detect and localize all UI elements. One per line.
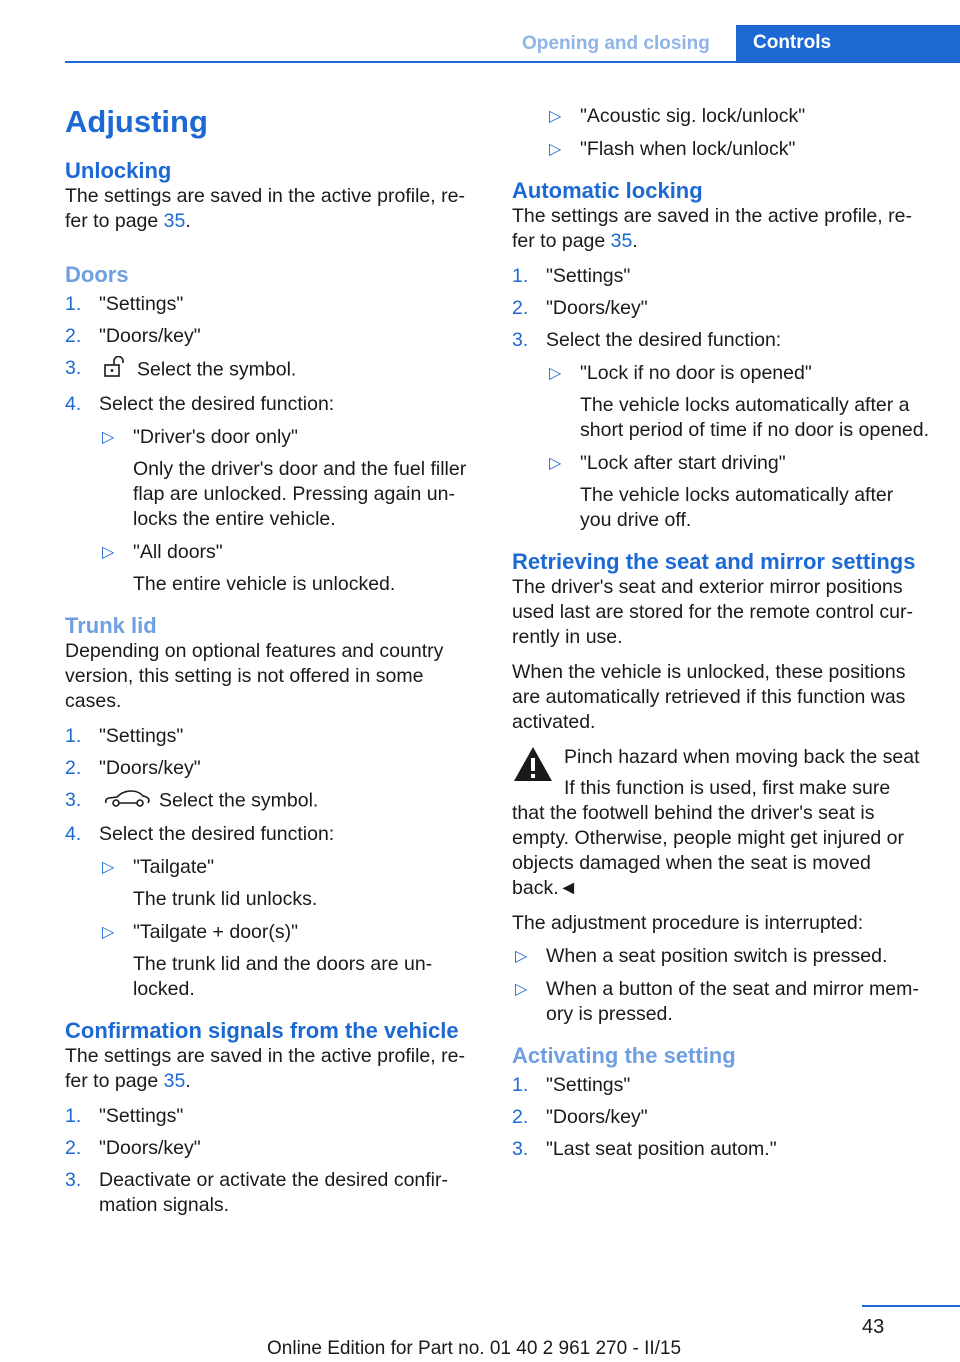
header-rule [65,61,960,63]
triangle-right-icon: ▷ [549,455,562,472]
retrieving-paragraph-2: When the vehicle is unlocked, these positions are automatically retrieved if this function was activated. [512,661,906,733]
footer-rule [862,1305,960,1307]
header-section-title: Opening and closing [522,33,710,54]
triangle-right-icon: ▷ [102,429,115,446]
list-item: 3. Select the symbol. [65,356,477,385]
trunk-heading: Trunk lid [65,613,157,638]
list-item: 2. "Doors/key" [512,1106,648,1128]
automatic-locking-intro: The settings are saved in the active profile, re‐ fer to page 35. [512,205,912,252]
page-reference-link[interactable]: 35 [610,230,633,252]
option-item: ▷ "Driver's door only" Only the driver's door and the fuel filler flap are unlocked. Pressing again un‐ locks the entire vehicle. [102,426,467,530]
list-item: 3. Select the symbol. [65,788,477,815]
list-item: 4. Select the desired function: ▷ "Driver's door only" Only the driver's door and the fuel filler flap are unlocked. Pressing again un‐ locks the entire vehicle. ▷ "All doors" The entire vehicle is unlocked. [65,392,477,597]
confirmation-intro: The settings are saved in the active profile, re‐ fer to page 35. [65,1045,465,1092]
list-item: 1. "Settings" [65,293,184,315]
option-item: ▷ "Tailgate" The trunk lid unlocks. [102,856,318,910]
triangle-right-icon: ▷ [549,141,562,158]
trunk-steps [65,724,477,1002]
list-item: 2. "Doors/key" [512,297,648,319]
left-column [65,98,477,1225]
list-item: 2. "Doors/key" [65,325,201,347]
triangle-right-icon: ▷ [102,924,115,941]
footer-edition: Online Edition for Part no. 01 40 2 961 270 - II/15 [267,1338,682,1359]
page-number: 43 [862,1316,885,1338]
triangle-right-icon: ▷ [515,981,528,998]
warning-title: Pinch hazard when moving back the seat [564,746,920,768]
option-item: ▷ "Acoustic sig. lock/unlock" [549,105,806,127]
confirmation-steps [65,1104,477,1218]
lock-open-icon [103,356,129,385]
list-item: 3. Select the desired function: ▷ "Lock if no door is opened" The vehicle locks automatically after a short period of time if no door is opened. ▷ "Lock after start driving" The vehicle locks automatically after you drive off. [512,329,930,531]
triangle-right-icon: ▷ [549,108,562,125]
confirmation-heading: Confirmation signals from the vehicle [65,1018,459,1043]
list-item: 2. "Doors/key" [65,757,201,779]
page-reference-link[interactable]: 35 [163,1070,186,1092]
list-item: 1. "Settings" [65,1105,184,1127]
triangle-right-icon: ▷ [102,544,115,561]
right-column [512,98,930,1169]
page-title: Adjusting [65,104,208,139]
header-chapter-tab: Controls [736,25,960,61]
confirmation-options [546,104,930,162]
list-item: 1. "Settings" [512,1074,631,1096]
warning-text: that the footwell behind the driver's seat is empty. Otherwise, people might get injured or objects damaged when the seat is moved back.◄ [512,802,904,899]
triangle-right-icon: ▷ [549,365,562,382]
unlocking-heading: Unlocking [65,158,172,183]
unlocking-intro: The settings are saved in the active profile, re‐ fer to page 35. [65,185,465,232]
option-item: ▷ "All doors" The entire vehicle is unlocked. [102,541,396,595]
triangle-right-icon: ▷ [515,948,528,965]
page-reference-link[interactable]: 35 [163,210,186,232]
automatic-locking-steps [512,264,930,533]
bullet-item: ▷ When a button of the seat and mirror mem‐ ory is pressed. [515,978,919,1025]
automatic-locking-options [546,361,930,533]
interrupted-list [512,944,930,1027]
warning-line-2: If this function is used, first make sure [564,777,891,799]
list-item: 3. "Last seat position autom." [512,1138,777,1160]
retrieving-paragraph-1: The driver's seat and exterior mirror positions used last are stored for the remote control cur‐ rently in use. [512,576,914,648]
list-item: 4. Select the desired function: ▷ "Tailgate" The trunk lid unlocks. ▷ "Tailgate + door(s)" The trunk lid and the doors are un‐ locked. [65,822,477,1002]
activating-heading: Activating the setting [512,1043,736,1068]
automatic-locking-heading: Automatic locking [512,178,703,203]
bullet-item: ▷ When a seat position switch is pressed. [515,945,888,967]
doors-steps [65,292,477,597]
pinch-hazard-warning [512,745,930,901]
option-item: ▷ "Lock if no door is opened" The vehicle locks automatically after a short period of time if no door is opened. [549,362,930,441]
option-item: ▷ "Flash when lock/unlock" [549,138,796,160]
doors-heading: Doors [65,262,129,287]
list-item: 2. "Doors/key" [65,1137,201,1159]
activating-steps [512,1073,930,1162]
car-icon [103,788,151,815]
list-item: 3. Deactivate or activate the desired confir‐ mation signals. [65,1169,449,1216]
warning-triangle-icon [512,745,554,788]
triangle-right-icon: ▷ [102,859,115,876]
interrupted-intro: The adjustment procedure is interrupted: [512,912,864,934]
option-item: ▷ "Tailgate + door(s)" The trunk lid and the doors are un‐ locked. [102,921,433,1000]
retrieving-heading: Retrieving the seat and mirror settings [512,549,916,574]
list-item: 1. "Settings" [65,725,184,747]
doors-options [99,425,477,597]
list-item: 1. "Settings" [512,265,631,287]
trunk-options [99,855,477,1002]
option-item: ▷ "Lock after start driving" The vehicle locks automatically after you drive off. [549,452,894,531]
trunk-intro: Depending on optional features and country version, this setting is not offered in some cases. [65,640,444,712]
